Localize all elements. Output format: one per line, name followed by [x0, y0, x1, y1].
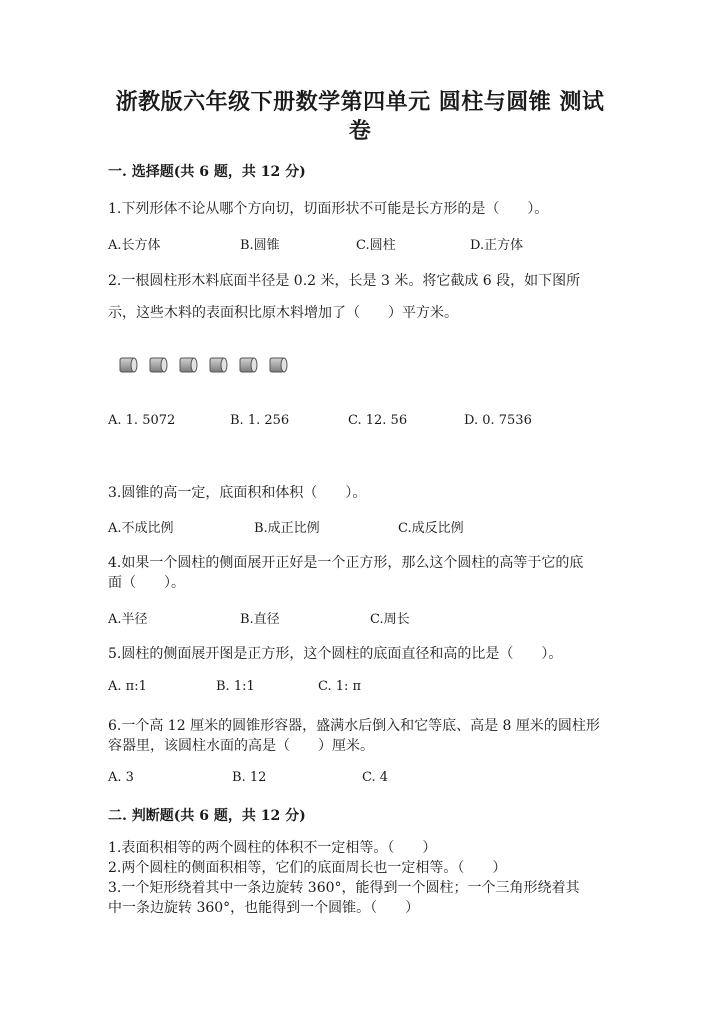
q4-option-b: B.直径: [240, 612, 280, 627]
q4-option-c: C.周长: [370, 612, 410, 627]
q5-option-c: C. 1: π: [318, 679, 362, 694]
log-segment-2: [150, 358, 167, 372]
tf-item-1: 1.表面积相等的两个圆柱的体积不一定相等。（ ）: [108, 840, 437, 856]
question-1: 1.下列形体不论从哪个方向切，切面形状不可能是长方形的是（ ）。: [108, 201, 549, 217]
question-4-line-2: 面（ ）。: [108, 575, 185, 591]
log-segment-4: [210, 358, 227, 372]
q3-option-c: C.成反比例: [398, 521, 464, 536]
q6-option-c: C. 4: [362, 770, 389, 785]
log-segment-5: [240, 358, 257, 372]
log-segment-6: [270, 358, 287, 372]
q2-option-d: D. 0. 7536: [464, 413, 532, 428]
log-segments-svg: [118, 355, 298, 375]
q5-option-a: A. π:1: [108, 679, 147, 694]
q5-option-b: B. 1:1: [216, 679, 255, 694]
log-segment-1: [120, 358, 137, 372]
section-heading-true-false: 二. 判断题(共 6 题，共 12 分): [108, 808, 306, 824]
tf-item-2: 2.两个圆柱的侧面积相等，它们的底面周长也一定相等。（ ）: [108, 860, 507, 876]
question-6-line-2: 容器里，该圆柱水面的高是（ ）厘米。: [108, 738, 374, 754]
question-6-line-1: 6.一个高 12 厘米的圆锥形容器，盛满水后倒入和它等底、高是 8 厘米的圆柱形: [108, 718, 600, 734]
tf-item-3-line-2: 中一条边旋转 360°，也能得到一个圆锥。（ ）: [108, 900, 420, 916]
q1-option-d: D.正方体: [470, 238, 524, 253]
q1-option-a: A.长方体: [108, 238, 161, 253]
question-5: 5.圆柱的侧面展开图是正方形，这个圆柱的底面直径和高的比是（ ）。: [108, 646, 563, 662]
q3-option-b: B.成正比例: [254, 521, 320, 536]
question-2-line-2: 示，这些木料的表面积比原木料增加了（ ）平方米。: [108, 305, 458, 321]
tf-item-3-line-1: 3.一个矩形绕着其中一条边旋转 360°，能得到一个圆柱；一个三角形绕着其: [108, 880, 580, 896]
question-2-line-1: 2.一根圆柱形木料底面半径是 0.2 米，长是 3 米。将它截成 6 段，如下图所: [108, 273, 581, 289]
log-segment-3: [180, 358, 197, 372]
page-title: 浙教版六年级下册数学第四单元 圆柱与圆锥 测试: [115, 89, 605, 115]
q4-option-a: A.半径: [108, 612, 148, 627]
q6-option-b: B. 12: [232, 770, 267, 785]
q2-option-a: A. 1. 5072: [108, 413, 176, 428]
q3-option-a: A.不成比例: [108, 521, 174, 536]
log-segments-figure: [118, 355, 298, 375]
page-title-continued: 卷: [348, 118, 372, 144]
q1-option-c: C.圆柱: [356, 238, 396, 253]
q2-option-c: C. 12. 56: [348, 413, 408, 428]
question-4-line-1: 4.如果一个圆柱的侧面展开正好是一个正方形，那么这个圆柱的高等于它的底: [108, 555, 584, 571]
question-3: 3.圆锥的高一定，底面积和体积（ ）。: [108, 485, 367, 501]
q1-option-b: B.圆锥: [240, 238, 280, 253]
section-heading-choice: 一. 选择题(共 6 题，共 12 分): [108, 164, 306, 180]
q6-option-a: A. 3: [108, 770, 134, 785]
q2-option-b: B. 1. 256: [230, 413, 290, 428]
